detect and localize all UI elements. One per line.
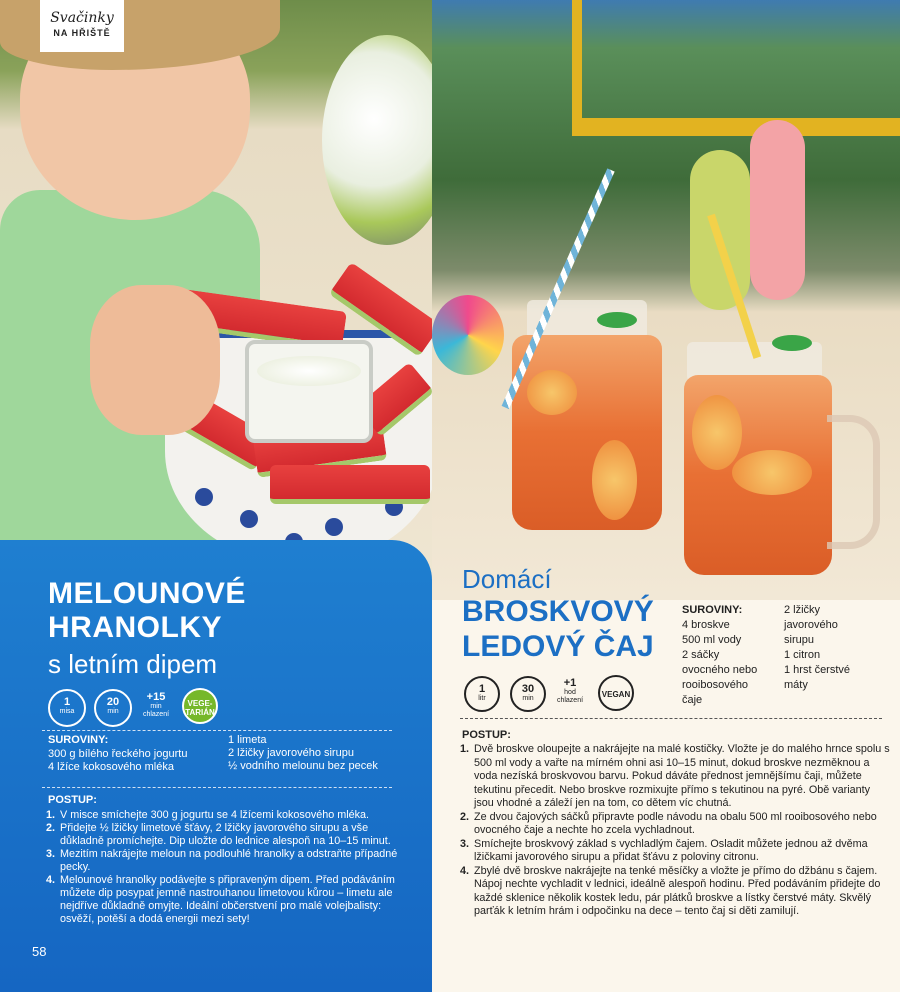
step: 1. V misce smíchejte 300 g jogurtu se 4 lžícemi kokosového mléka. [46,809,370,821]
steps-list [460,743,892,919]
step: 2. Ze dvou čajových sáčků připravte podle návodu na obalu 500 ml rooibosového nebo ovocného čaje a nechte ho zcela vychladnout. [460,810,877,836]
vegan-icon: VEGAN [598,675,634,711]
time-icon: 30 min [510,676,546,712]
vegetarian-icon: VEGE- TARIÁN [182,688,218,724]
left-page [0,0,432,992]
step: 3. Mezitím nakrájejte meloun na podlouhlé hranolky a odstraňte případné pecky. [46,848,398,873]
ingredients-heading: SUROVINY: [682,604,743,616]
divider [460,718,882,719]
step: 4. Melounové hranolky podávejte s připraveným dipem. Před podáváním můžete dip posypat jemně nastrouhanou limetovou kůrou – limetu ale nejdříve důkladně omyjte. Ideální občerstvení pro malé volejbalisty: osvěží, potěší a dodá energii mezi sety! [46,874,395,925]
right-page [432,0,900,992]
steps-heading: POSTUP: [462,729,511,741]
portions-icon: 1 litr [464,676,500,712]
chill-time: +1 hod chlazení [556,677,584,704]
dip-jar [245,340,373,443]
divider [42,787,392,788]
time-icon: 20 min [94,689,132,727]
recipe-title-line1: Domácí [462,564,552,594]
badge-label: NA HŘIŠTĚ [53,28,111,38]
mint-leaf [772,335,812,351]
girl-watermelon-photo [0,0,432,590]
volleyball-image [322,35,432,245]
page-number: 58 [32,944,47,959]
steps-list [46,809,406,926]
beach-ball [432,295,504,375]
volleyball-net [572,0,900,136]
recipe-title-line1: MELOUNOVÉ [48,577,246,610]
step: 4. Zbylé dvě broskve nakrájejte na tenké měsíčky a vložte je přímo do džbánu s čajem. Nápoj nechte vychladit v lednici, ideálně alespoň hodinu. Před podáváním přidejte do každé sklenice několik kostek ledu, pár plátků broskve a lístky čerstvé máty. Skvělý parťák k letním hrám i odpočinku na dece – tento čaj si děti zamilují. [460,864,881,917]
steps-heading: POSTUP: [48,794,97,806]
ingredients-list-1: 300 g bílého řeckého jogurtu 4 lžíce kokosového mléka [48,748,188,773]
iced-tea-photo [432,0,900,600]
tea-jar-left [512,335,662,530]
recipe-title-line2: BROSKVOVÝ [462,595,654,628]
recipe-panel-left [0,540,432,992]
step: 2. Přidejte ½ lžičky limetové šťávy, 2 lžičky javorového sirupu a vše důkladně promíchejte. Dip uložte do lednice alespoň na 10–15 minut. [46,822,391,847]
recipe-subtitle: s letním dipem [48,649,218,679]
chill-time: +15 min chlazení [142,691,170,718]
divider [42,730,392,731]
ingredients-heading: SUROVINY: [48,734,109,746]
recipe-title-line2: HRANOLKY [48,611,222,644]
ingredients-list-2: 2 lžičky javorového sirupu 1 citron 1 hrst čerstvé máty [784,604,851,691]
step: 3. Smíchejte broskvový základ s vychladlým čajem. Osladit můžete jednou až dvěma lžičkami javorového sirupu a přidat šťávu z poloviny citronu. [460,837,868,863]
mint-leaf [597,312,637,328]
ingredients-list-2: 1 limeta 2 lžičky javorového sirupu ½ vodního melounu bez pecek [228,734,378,772]
recipe-title-line3: LEDOVÝ ČAJ [462,630,654,663]
portions-icon: 1 misa [48,689,86,727]
step: 1. Dvě broskve oloupejte a nakrájejte na malé kostičky. Vložte je do malého hrnce spolu s 500 ml vody a vařte na mírném ohni asi 10–15 minut, dokud broskve nezměknou a voda nezíská broskvovou barvu. Pokud dáváte přednost jemnějšímu čaji, můžete tekutinu přecedit. Nebo broskve rozmixujte přímo s tekutinou na pyré. Obě varianty jsou vhodné a záleží jen na tom, co dětem víc chutná. [460,743,890,809]
section-badge [40,0,124,52]
badge-script: Svačinky [50,10,114,26]
ingredients-list-1: 4 broskve 500 ml vody 2 sáčky ovocného nebo rooibosového čaje [682,619,758,706]
